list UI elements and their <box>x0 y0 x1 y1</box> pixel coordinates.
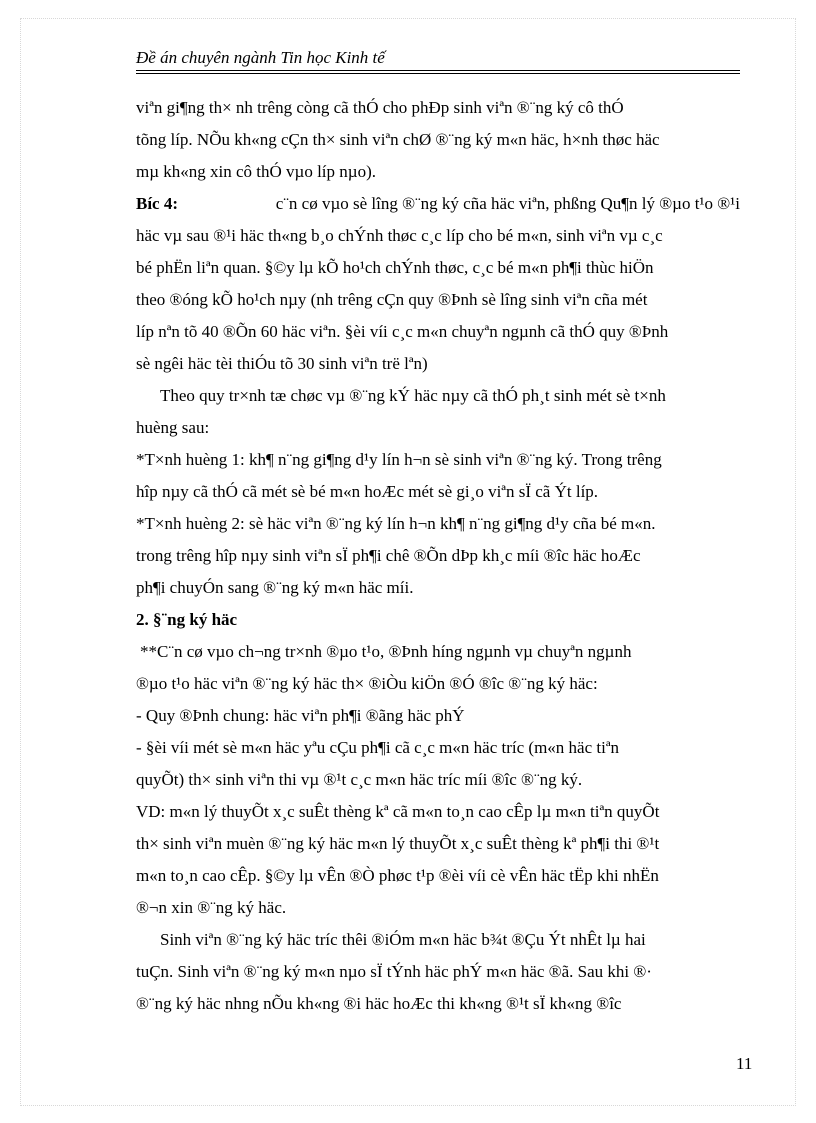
line-text: quyÕt) th× sinh viªn thi vµ ®¹t c¸c m«n häc tríc míi ®îc ®¨ng ký. <box>136 770 583 789</box>
line-text: 2. §¨ng ký häc <box>136 610 238 629</box>
text-line <box>136 220 740 252</box>
line-text: c¨n cø vµo sè lîng ®¨ng ký cña häc viªn, phßng Qu¶n lý ®µo t¹o ®¹i <box>275 194 740 213</box>
text-line <box>136 764 740 796</box>
line-text: theo ®óng kÕ ho¹ch nµy (nh trêng cÇn quy ®Þnh sè lîng sinh viªn cña mét <box>136 290 648 309</box>
text-line <box>136 988 740 1020</box>
text-line <box>136 188 740 220</box>
line-text: m«n to¸n cao cÊp. §©y lµ vÊn ®Ò phøc t¹p ®èi víi cè vÊn häc tËp khi nhËn <box>136 866 659 885</box>
text-line <box>136 860 740 892</box>
header-rule-double <box>136 73 740 74</box>
line-text: hîp nµy cã thÓ cã mét sè bé m«n hoÆc mét sè gi¸o viªn sÏ cã Ýt líp. <box>136 482 599 501</box>
text-line <box>136 572 740 604</box>
text-line <box>136 124 740 156</box>
line-text: ®¬n xin ®¨ng ký häc. <box>136 898 287 917</box>
text-line <box>136 924 740 956</box>
step-label: Bíc 4: <box>136 194 179 213</box>
line-text: th× sinh viªn muèn ®¨ng ký häc m«n lý thuyÕt x¸c suÊt thèng kª ph¶i thi ®¹t <box>136 834 660 853</box>
line-text: Theo quy tr×nh tæ chøc vµ ®¨ng kÝ häc nµy cã thÓ ph¸t sinh mét sè t×nh <box>160 386 666 405</box>
line-text: sè ngêi häc tèi thiÓu tõ 30 sinh viªn trë lªn) <box>136 354 428 373</box>
text-line <box>136 540 740 572</box>
text-line <box>136 316 740 348</box>
text-line <box>136 252 740 284</box>
text-line <box>136 444 740 476</box>
text-line <box>136 476 740 508</box>
line-text: trong trêng hîp nµy sinh viªn sÏ ph¶i chê ®Õn dÞp kh¸c míi ®îc häc hoÆc <box>136 546 641 565</box>
line-text: *T×nh huèng 1: kh¶ n¨ng gi¶ng d¹y lín h¬n sè sinh viªn ®¨ng ký. Trong trêng <box>136 450 662 469</box>
text-line <box>136 636 740 668</box>
text-line <box>136 828 740 860</box>
line-text: ®¨ng ký häc nhng nÕu kh«ng ®i häc hoÆc thi kh«ng ®¹t sÏ kh«ng ®îc <box>136 994 622 1013</box>
text-line <box>136 604 740 636</box>
line-text: tuÇn. Sinh viªn ®¨ng ký m«n nµo sÏ tÝnh häc phÝ m«n häc ®ã. Sau khi ®· <box>136 962 652 981</box>
text-line <box>136 156 740 188</box>
line-text: - Quy ®Þnh chung: häc viªn ph¶i ®ãng häc phÝ <box>136 706 465 725</box>
text-line <box>136 700 740 732</box>
line-text: häc vµ sau ®¹i häc th«ng b¸o chÝnh thøc c¸c líp cho bé m«n, sinh viªn vµ c¸c <box>136 226 663 245</box>
line-text: ph¶i chuyÓn sang ®¨ng ký m«n häc míi. <box>136 578 414 597</box>
text-line <box>136 796 740 828</box>
text-line <box>136 508 740 540</box>
line-text: viªn gi¶ng th× nh trêng còng cã thÓ cho phÐp sinh viªn ®¨ng ký cô thÓ <box>136 98 624 117</box>
text-line <box>136 956 740 988</box>
text-line <box>136 380 740 412</box>
line-text: tõng líp. NÕu kh«ng cÇn th× sinh viªn chØ ®¨ng ký m«n häc, h×nh thøc häc <box>136 130 660 149</box>
text-line <box>136 412 740 444</box>
document-body <box>136 92 740 1020</box>
line-text: bé phËn liªn quan. §©y lµ kÕ ho¹ch chÝnh thøc, c¸c bé m«n ph¶i thùc hiÖn <box>136 258 654 277</box>
text-line <box>136 348 740 380</box>
header-title: Đề án chuyên ngành Tin học Kinh tế <box>136 48 385 67</box>
line-text: huèng sau: <box>136 418 210 437</box>
line-text: **C¨n cø vµo ch¬ng tr×nh ®µo t¹o, ®Þnh híng ngµnh vµ chuyªn ngµnh <box>140 642 632 661</box>
line-text: - §èi víi mét sè m«n häc yªu cÇu ph¶i cã c¸c m«n häc tríc (m«n häc tiªn <box>136 738 620 757</box>
text-line <box>136 892 740 924</box>
line-text: Sinh viªn ®¨ng ký häc tríc thêi ®iÓm m«n häc b¾t ®Çu Ýt nhÊt lµ hai <box>160 930 646 949</box>
text-line <box>136 732 740 764</box>
line-text: VD: m«n lý thuyÕt x¸c suÊt thèng kª cã m«n to¸n cao cÊp lµ m«n tiªn quyÕt <box>136 802 660 821</box>
page-number: 11 <box>736 1054 753 1073</box>
text-line <box>136 668 740 700</box>
text-line <box>136 284 740 316</box>
line-text: *T×nh huèng 2: sè häc viªn ®¨ng ký lín h¬n kh¶ n¨ng gi¶ng d¹y cña bé m«n. <box>136 514 656 533</box>
header-rule <box>136 70 740 71</box>
text-line <box>136 92 740 124</box>
line-text: líp nªn tõ 40 ®Õn 60 häc viªn. §èi víi c¸c m«n chuyªn ngµnh cã thÓ quy ®Þnh <box>136 322 669 341</box>
line-text: ®µo t¹o häc viªn ®¨ng ký häc th× ®iÒu kiÖn ®Ó ®îc ®¨ng ký häc: <box>136 674 598 693</box>
line-text: mµ kh«ng xin cô thÓ vµo líp nµo). <box>136 162 376 181</box>
